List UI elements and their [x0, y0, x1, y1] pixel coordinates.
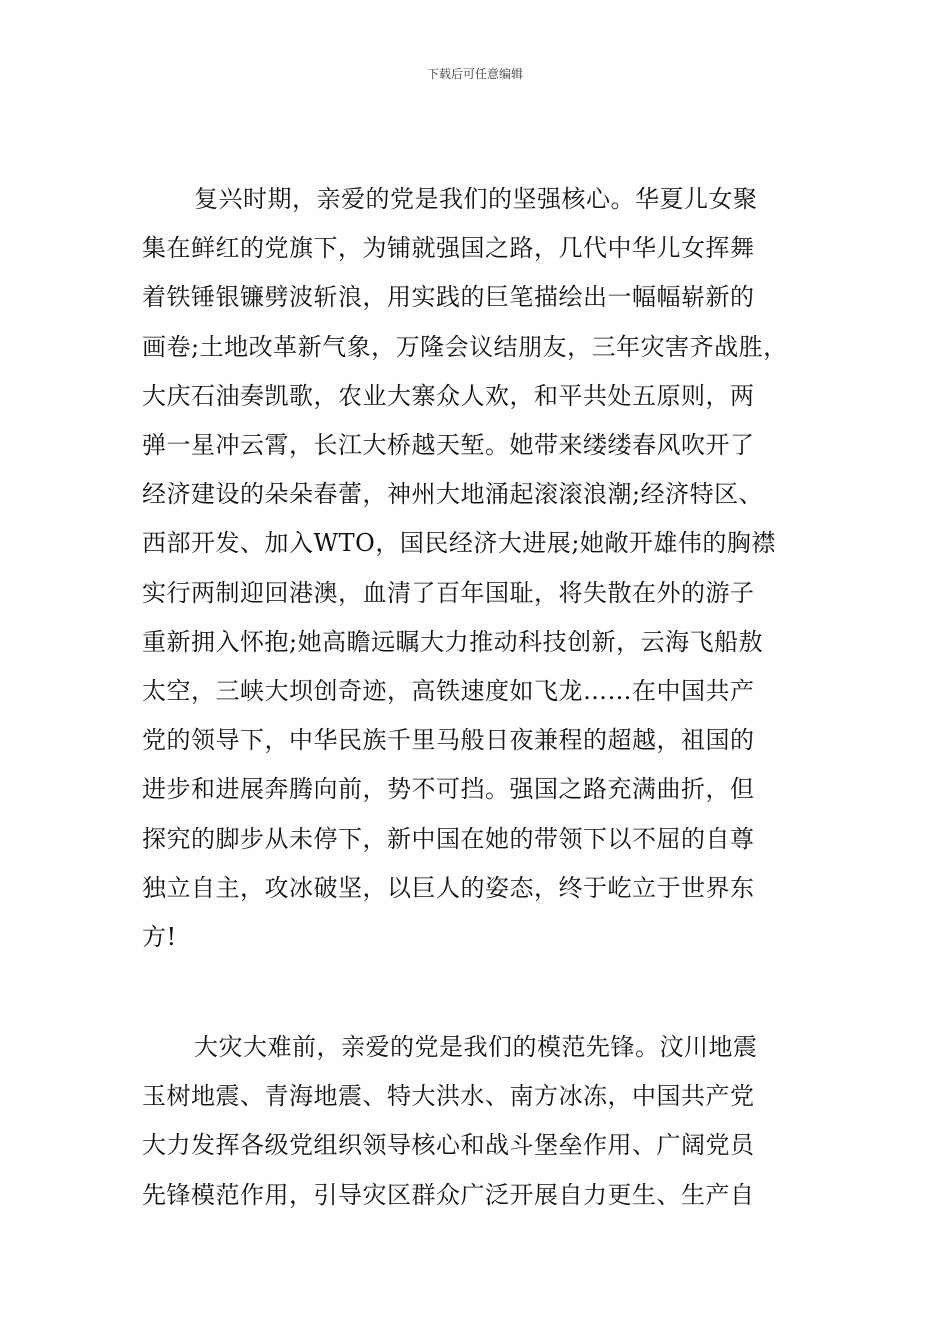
text-line: 进步和进展奔腾向前，势不可挡。强国之路充满曲折，但	[142, 775, 755, 804]
text-line: 大力发挥各级党组织领导核心和战斗堡垒作用、广阔党员	[142, 1131, 755, 1160]
text-line: 复兴时期，亲爱的党是我们的坚强核心。华夏儿女聚	[194, 185, 758, 213]
text-line: 重新拥入怀抱;她高瞻远瞩大力推动科技创新，云海飞船敖	[142, 627, 764, 656]
header-note: 下载后可任意编辑	[426, 67, 523, 81]
paragraph	[142, 175, 808, 962]
text-line: 太空，三峡大坝创奇迹，高铁速度如飞龙……在中国共产	[142, 677, 755, 706]
text-line: 大灾大难前，亲爱的党是我们的模范先锋。汶川地震	[194, 1033, 758, 1061]
text-line: 党的领导下，中华民族千里马般日夜兼程的超越，祖国的	[142, 726, 755, 755]
text-line: 着铁锤银镰劈波斩浪，用实践的巨笔描绘出一幅幅崭新的	[142, 283, 755, 312]
text-line: 实行两制迎回港澳，血清了百年国耻，将失散在外的游子	[142, 578, 755, 607]
text-line: 西部开发、加入WTO，国民经济大进展;她敞开雄伟的胸襟	[142, 529, 776, 558]
text-line: 独立自主，攻冰破坚，以巨人的姿态，终于屹立于世界东	[142, 873, 755, 902]
text-line: 大庆石油奏凯歌，农业大寨众人欢，和平共处五原则，两	[142, 381, 755, 410]
text-line: 集在鲜红的党旗下，为铺就强国之路，几代中华儿女挥舞	[142, 234, 755, 263]
text-line: 弹一星冲云霄，长江大桥越天堑。她带来缕缕春风吹开了	[142, 431, 755, 460]
text-line: 经济建设的朵朵春蕾，神州大地涌起滚滚浪潮;经济特区、	[142, 480, 764, 509]
paragraph	[142, 1023, 808, 1220]
text-line: 方!	[142, 923, 177, 952]
text-line: 玉树地震、青海地震、特大洪水、南方冰冻，中国共产党	[142, 1082, 755, 1111]
text-line: 探究的脚步从未停下，新中国在她的带领下以不屈的自尊	[142, 824, 755, 853]
text-line: 先锋模范作用，引导灾区群众广泛开展自力更生、生产自	[142, 1180, 755, 1209]
text-line: 画卷;土地改革新气象，万隆会议结朋友，三年灾害齐战胜，	[142, 332, 788, 361]
